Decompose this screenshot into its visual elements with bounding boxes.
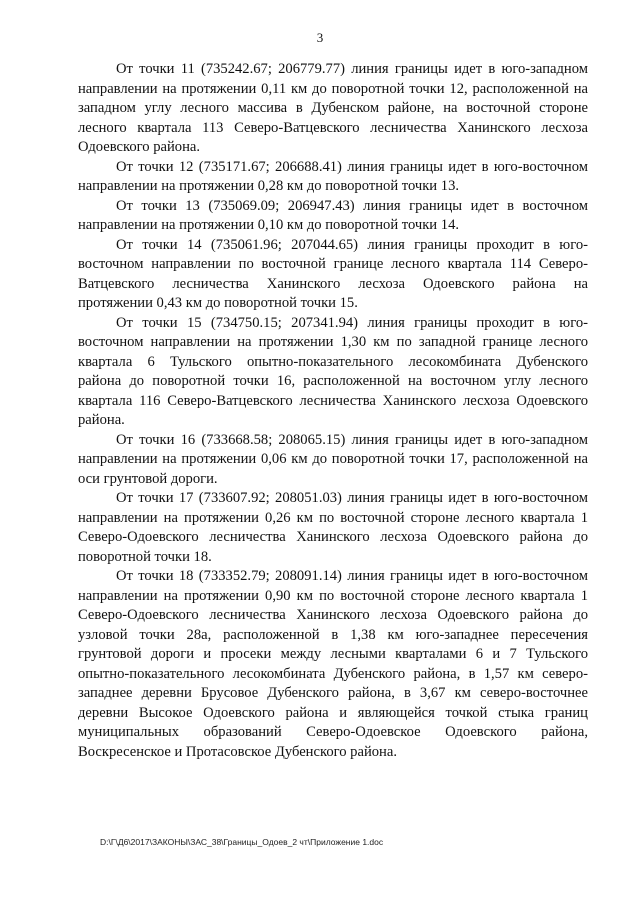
text-line: грунтовой дороги и просеки между лесными кварталами 6 и 7 Тульского [78, 646, 588, 662]
text-line: квартала 6 Тульского опытно-показательного лесокомбината Дубенского [78, 353, 588, 370]
text-line: опытно-показательного лесокомбината Дубенского района, в 1,57 км северо- [78, 665, 588, 682]
text-line: квартала 116 Северо-Ватцевского лесничества Ханинского лесхоза Одоевского [78, 392, 588, 409]
page-number: 3 [316, 30, 324, 45]
paragraph [78, 158, 588, 197]
text-line: протяжении 0,43 км до поворотной точки 15. [78, 295, 358, 311]
text-line: западнее деревни Брусовое Дубенского района, в 3,67 км северо-восточнее [78, 685, 588, 701]
text-line: От точки 13 (735069.09; 206947.43) линия границы идет в восточном [116, 197, 588, 214]
text-line: лесного квартала 113 Северо-Ватцевского лесничества Ханинского лесхоза [78, 119, 588, 136]
paragraph [78, 60, 588, 158]
paragraph [78, 236, 588, 314]
text-line: Северо-Одоевского лесничества Ханинского лесхоза Одоевского района до [78, 607, 588, 623]
text-line: Воскресенское и Протасовское Дубенского района. [78, 743, 397, 760]
document-body [78, 60, 588, 762]
text-line: западном углу лесного массива в Дубенском районе, на восточной стороне [78, 100, 588, 116]
text-line: От точки 12 (735171.67; 206688.41) линия границы идет в юго-восточном [116, 158, 588, 175]
text-line: направлении на протяжении 0,26 км по восточной стороне лесного квартала 1 [78, 509, 588, 526]
text-line: От точки 14 (735061.96; 207044.65) линия границы проходит в юго- [116, 236, 588, 253]
text-line: направлении на протяжении 0,10 км до поворотной точки 14. [78, 217, 460, 233]
text-line: Ватцевского лесничества Ханинского лесхоза Одоевского района на [78, 275, 588, 292]
text-line: муниципальных образований Северо-Одоевское Одоевского района, [78, 724, 588, 740]
text-line: От точки 18 (733352.79; 208091.14) линия границы идет в юго-восточном [116, 568, 588, 584]
text-line: От точки 16 (733668.58; 208065.15) линия границы идет в юго-западном [116, 431, 588, 448]
file-path-footer: D:\Г\Д6\2017\ЗАКОНЫ\ЗАС_38\Границы_Одоев_2 чт\Приложение 1.doc [100, 837, 384, 847]
paragraph [78, 314, 588, 431]
text-line: восточном направлении на протяжении 1,30 км по западной границе лесного [78, 334, 588, 350]
text-line: От точки 15 (734750.15; 207341.94) линия границы проходит в юго- [116, 314, 588, 331]
paragraph [78, 197, 588, 236]
text-line: направлении на протяжении 0,11 км до поворотной точки 12, расположенной на [78, 80, 588, 97]
text-line: оси грунтовой дороги. [78, 470, 218, 487]
paragraph [78, 431, 588, 490]
text-line: направлении на протяжении 0,06 км до поворотной точки 17, расположенной на [78, 451, 588, 467]
text-line: Северо-Одоевского лесничества Ханинского лесхоза Одоевского района до [78, 529, 588, 545]
text-line: района до поворотной точки 16, расположенной на восточном углу лесного [78, 373, 588, 389]
text-line: деревни Высокое Одоевского района и являющейся точкой стыка границ [78, 704, 588, 721]
text-line: поворотной точки 18. [78, 548, 212, 565]
text-line: направлении на протяжении 0,90 км по восточной стороне лесного квартала 1 [78, 587, 588, 604]
paragraph [78, 489, 588, 567]
paragraph [78, 567, 588, 762]
text-line: От точки 11 (735242.67; 206779.77) линия границы идет в юго-западном [116, 61, 588, 77]
text-line: восточном направлении по восточной границе лесного квартала 114 Северо- [78, 256, 588, 272]
text-line: района. [78, 412, 125, 428]
text-line: узловой точки 28а, расположенной в 1,38 км юго-западнее пересечения [78, 626, 588, 643]
text-line: Одоевского района. [78, 139, 201, 155]
text-line: направлении на протяжении 0,28 км до поворотной точки 13. [78, 178, 460, 194]
text-line: От точки 17 (733607.92; 208051.03) линия границы идет в юго-восточном [116, 490, 588, 506]
